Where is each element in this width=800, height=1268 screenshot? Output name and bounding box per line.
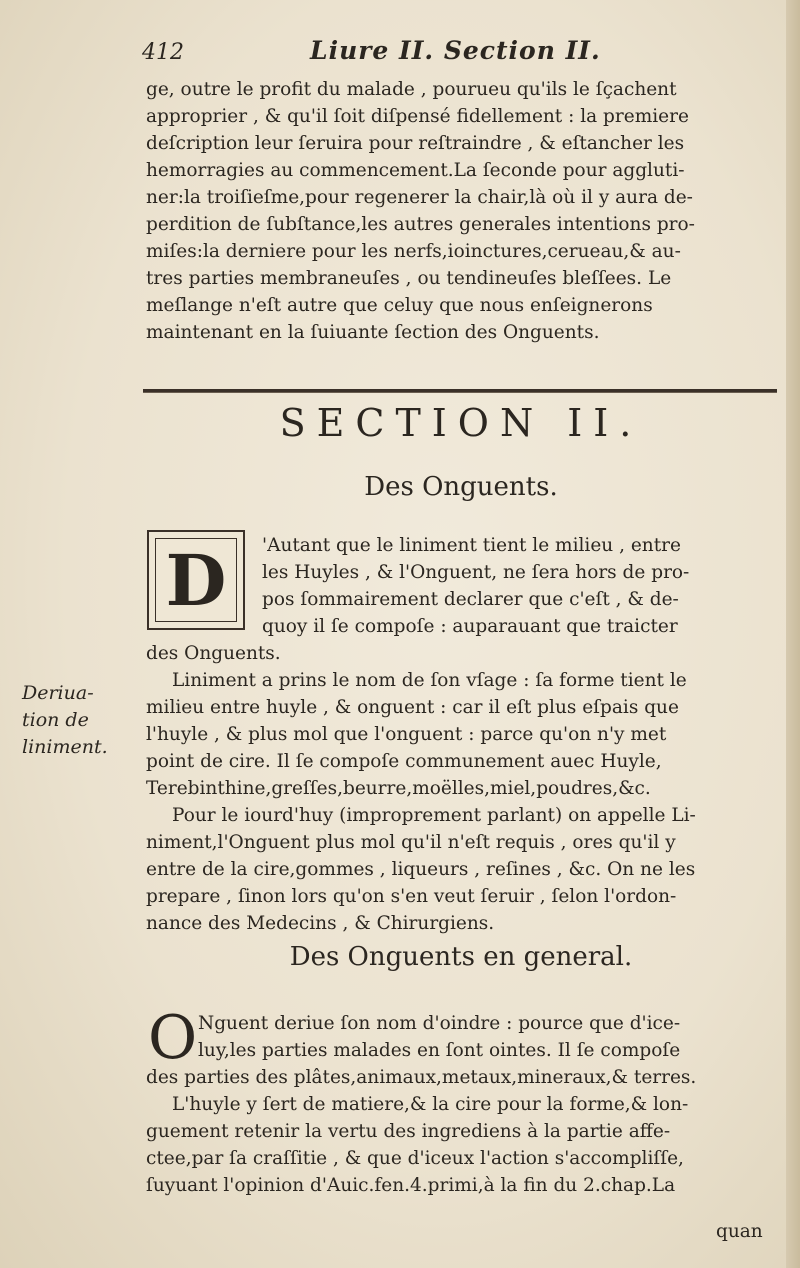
text-line: Nguent deriue ſon nom d'oindre : pource que d'ice- xyxy=(198,1013,681,1034)
margin-note xyxy=(22,680,142,761)
catchword: quan xyxy=(716,1221,763,1242)
text-line: deſcription leur ſeruira pour reſtraindre , & eſtancher les xyxy=(146,133,685,154)
text-line: tres parties membraneuſes , ou tendineuſes bleſſees. Le xyxy=(146,268,672,289)
text-line: maintenant en la ſuiuante ſection des Onguents. xyxy=(146,322,600,343)
top-paragraph xyxy=(146,76,776,346)
text-line: perdition de ſubſtance,les autres generales intentions pro- xyxy=(146,214,695,235)
text-line: miſes:la derniere pour les nerfs,ioinctures,cerueau,& au- xyxy=(146,241,681,262)
text-line: guement retenir la vertu des ingrediens à la partie affe- xyxy=(146,1121,671,1142)
initial-letter-o: O xyxy=(148,1003,198,1073)
text-line: niment,l'Onguent plus mol qu'il n'eſt requis , ores qu'il y xyxy=(146,832,676,853)
text-line: des parties des plâtes,animaux,metaux,mineraux,& terres. xyxy=(146,1067,697,1088)
ornamental-initial xyxy=(147,530,245,630)
initial-letter: D xyxy=(165,539,227,622)
page-number: 412 xyxy=(142,40,184,65)
text-line: des Onguents. xyxy=(146,643,281,664)
text-line: ge, outre le profit du malade , pourueu qu'ils le ſçachent xyxy=(146,79,677,100)
text-line: 'Autant que le liniment tient le milieu , entre xyxy=(262,535,681,556)
text-line: Liniment a prins le nom de ſon vſage : ſa forme tient le xyxy=(172,670,687,691)
text-line: pos ſommairement declarer que c'eſt , & de- xyxy=(262,589,679,610)
text-line: ctee,par ſa craſſitie , & que d'iceux l'action s'accompliſſe, xyxy=(146,1148,684,1169)
text-line: l'huyle , & plus mol que l'onguent : parce qu'on n'y met xyxy=(146,724,667,745)
text-line: Terebinthine,greſſes,beurre,moëlles,miel,poudres,&c. xyxy=(146,778,651,799)
text-line: L'huyle y ſert de matiere,& la cire pour la forme,& lon- xyxy=(172,1094,689,1115)
subsection-title: Des Onguents en general. xyxy=(289,942,633,972)
text-line: hemorragies au commencement.La ſeconde pour aggluti- xyxy=(146,160,685,181)
text-line: point de cire. Il ſe compoſe communement auec Huyle, xyxy=(146,751,662,772)
section-subtitle: Des Onguents. xyxy=(364,472,558,502)
general-paragraph-start xyxy=(198,1010,776,1064)
text-line: luy,les parties malades en ſont ointes. Il ſe compoſe xyxy=(198,1040,681,1061)
text-line: ner:la troiſieſme,pour regenerer la chair,là où il y aura de- xyxy=(146,187,693,208)
intro-paragraph xyxy=(262,532,776,640)
text-line: meſlange n'eſt autre que celuy que nous enſeignerons xyxy=(146,295,653,316)
text-line: entre de la cire,gommes , liqueurs , reſines , &c. On ne les xyxy=(146,859,696,880)
general-paragraph xyxy=(146,1064,776,1199)
text-line: quoy il ſe compoſe : auparauant que traicter xyxy=(262,616,678,637)
margin-note-line: Deriua- xyxy=(22,682,94,704)
running-head: Liure II. Section II. xyxy=(310,36,601,65)
text-line: nance des Medecins , & Chirurgiens. xyxy=(146,913,495,934)
text-line: ſuyuant l'opinion d'Auic.fen.4.primi,à la fin du 2.chap.La xyxy=(146,1175,676,1196)
page-edge xyxy=(786,0,800,1268)
liniment-paragraph xyxy=(146,640,776,937)
margin-note-line: liniment. xyxy=(22,736,108,758)
section-rule xyxy=(143,389,777,393)
section-title: SECTION II. xyxy=(279,401,643,445)
text-line: les Huyles , & l'Onguent, ne ſera hors de pro- xyxy=(262,562,690,583)
page-header xyxy=(140,36,780,70)
text-line: approprier , & qu'il ſoit diſpensé fidellement : la premiere xyxy=(146,106,689,127)
text-line: prepare , ſinon lors qu'on s'en veut ſeruir , ſelon l'ordon- xyxy=(146,886,677,907)
margin-note-line: tion de xyxy=(22,709,89,731)
text-line: Pour le iourd'huy (improprement parlant) on appelle Li- xyxy=(172,805,696,826)
text-line: milieu entre huyle , & onguent : car il eſt plus eſpais que xyxy=(146,697,679,718)
